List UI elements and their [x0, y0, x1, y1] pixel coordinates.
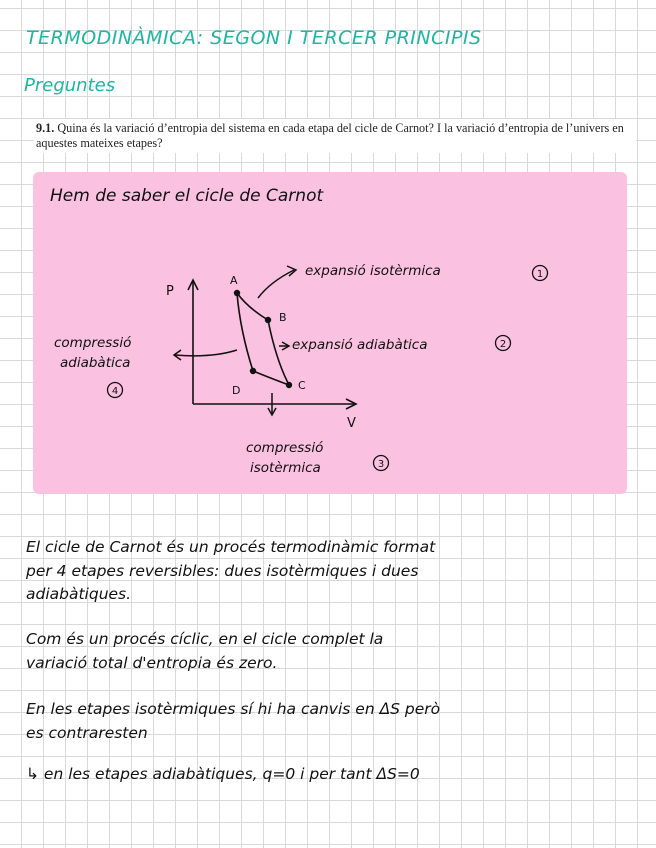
- badge-3-number: 3: [377, 459, 385, 470]
- point-c-label: C: [298, 379, 306, 392]
- axis-v-label: V: [347, 416, 356, 431]
- note-line: Com és un procés cíclic, en el cicle complet la: [26, 630, 384, 648]
- note-line: adiabàtiques.: [26, 585, 132, 603]
- page-title: TERMODINÀMICA: SEGON I TERCER PRINCIPIS: [26, 27, 482, 49]
- badge-2-number: 2: [499, 339, 507, 350]
- note-line: per 4 etapes reversibles: dues isotèrmiques i dues: [26, 562, 419, 580]
- label-adiabatic-compression-2: adiabàtica: [60, 355, 131, 371]
- point-a-label: A: [230, 274, 238, 287]
- question-number: 9.1.: [36, 121, 55, 135]
- badge-4-number: 4: [111, 386, 119, 397]
- section-subtitle: Preguntes: [24, 75, 116, 96]
- label-isothermal-compression-1: compressió: [246, 440, 324, 456]
- label-adiabatic-expansion: expansió adiabàtica: [292, 337, 428, 353]
- point-b-label: B: [279, 311, 287, 324]
- question-text: Quina és la variació d’entropia del sistema en cada etapa del cicle de Carnot? I la variació d’entropia de l’univers en aquestes mateixes etapes?: [36, 121, 624, 150]
- axis-p-label: P: [166, 284, 174, 299]
- note-line: es contraresten: [26, 724, 148, 742]
- note-line: ↳ en les etapes adiabàtiques, q=0 i per tant ΔS=0: [26, 765, 420, 783]
- diagram-heading: Hem de saber el cicle de Carnot: [50, 186, 324, 206]
- carnot-cycle-curve: [237, 293, 289, 385]
- note-line: El cicle de Carnot és un procés termodinàmic format: [26, 538, 436, 556]
- label-adiabatic-compression-1: compressió: [54, 335, 132, 351]
- note-line: En les etapes isotèrmiques sí hi ha canvis en ΔS però: [26, 700, 441, 718]
- badge-1-number: 1: [536, 269, 544, 280]
- label-isothermal-compression-2: isotèrmica: [250, 460, 321, 476]
- note-line: variació total d'entropia és zero.: [26, 654, 278, 672]
- label-isothermal-expansion: expansió isotèrmica: [305, 263, 441, 279]
- point-d-label: D: [232, 384, 241, 397]
